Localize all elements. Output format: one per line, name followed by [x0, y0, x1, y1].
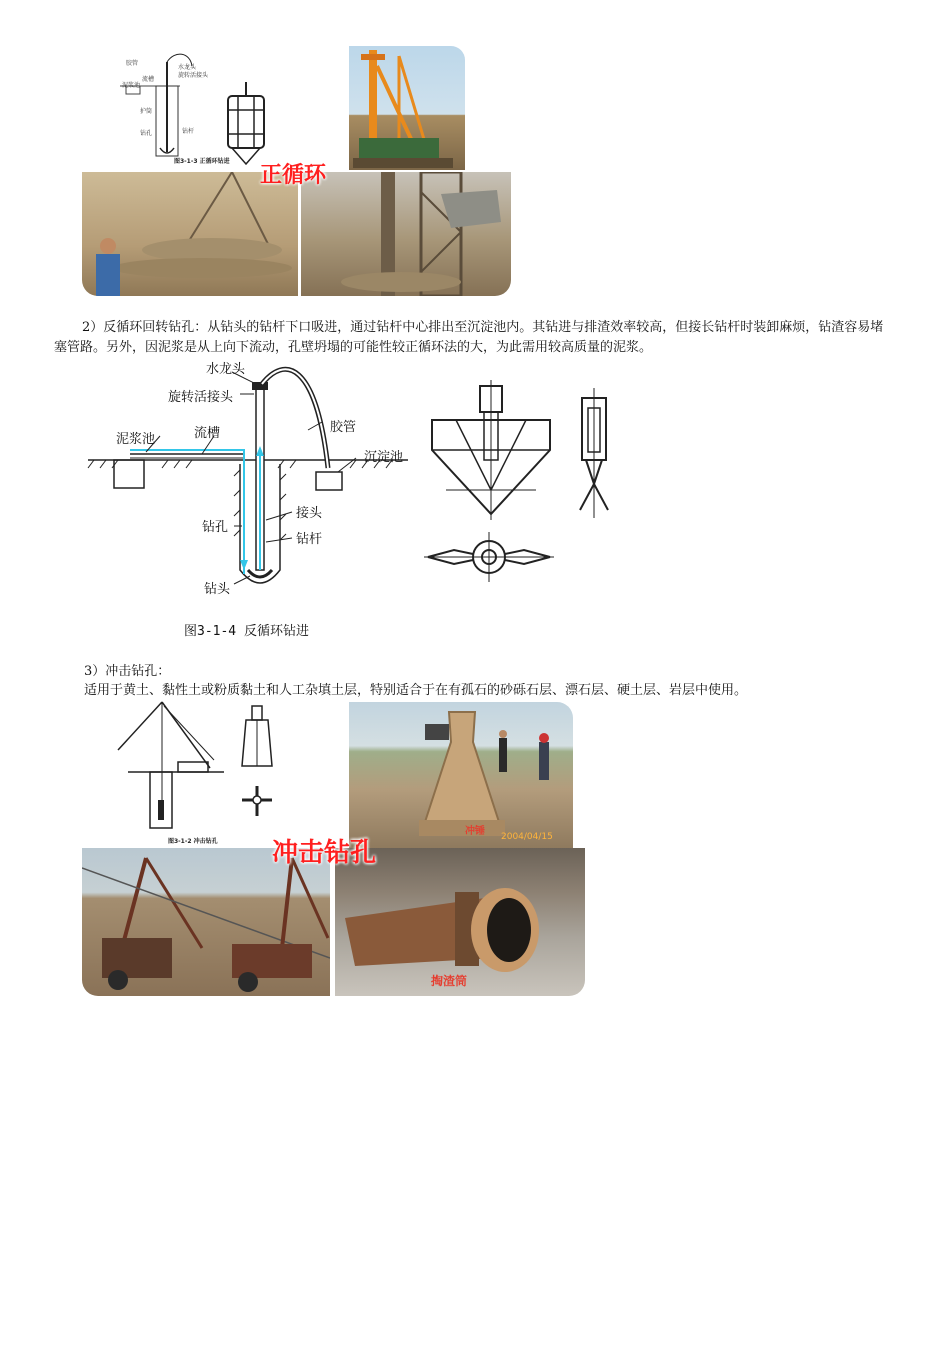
drill-bit-drawing — [220, 80, 272, 170]
percussion-paragraph: 适用于黄土、黏性土或粉质黏土和人工杂填土层，特别适合于在有孤石的砂砾石层、漂石层、硬土层、岩层中使用。 — [84, 683, 748, 698]
percussion-hammer-photo — [349, 702, 573, 848]
label-faucet: 水龙头 — [206, 362, 246, 377]
percussion-heading: 3）冲击钻孔： — [84, 664, 171, 679]
diagram-label-2: 旋转活接头 — [178, 72, 209, 79]
diagram-label-3: 流槽 — [142, 76, 155, 83]
diagram-label-5: 护筒 — [140, 108, 153, 115]
diagram-label-1: 水龙头 — [178, 64, 197, 71]
label-drill-bit: 钻头 — [204, 582, 231, 597]
bailer-photo-label: 掏渣筒 — [431, 974, 468, 988]
diagram-label-7: 钻孔 — [140, 130, 153, 137]
bit-drawing-front — [426, 380, 556, 520]
forward-site-photo-right — [301, 172, 511, 296]
reverse-circulation-caption: 图3-1-4 反循环钻进 — [184, 624, 309, 639]
label-settling-pit: 沉淀池 — [364, 450, 404, 465]
label-joint: 接头 — [296, 506, 323, 521]
section-forward-circulation — [82, 44, 512, 298]
reverse-circulation-figure — [84, 360, 624, 642]
percussion-diagram-caption: 图3-1-2 冲击钻孔 — [168, 838, 218, 845]
percussion-site-photo — [82, 848, 330, 996]
section-percussion — [82, 700, 588, 998]
label-borehole: 钻孔 — [202, 520, 229, 535]
forward-diagram-caption: 图3-1-3 正循环钻进 — [174, 158, 230, 165]
diagram-label-6: 钻杆 — [182, 128, 195, 135]
label-channel: 流槽 — [194, 426, 221, 441]
percussion-bailer-photo — [335, 848, 585, 996]
diagram-label-4: 泥浆池 — [122, 82, 141, 89]
label-swivel: 旋转活接头 — [168, 390, 234, 405]
percussion-label: 冲击钻孔 — [272, 838, 377, 868]
percussion-diagram — [114, 700, 344, 840]
forward-rig-photo — [349, 46, 465, 170]
reverse-circulation-paragraph: 2）反循环回转钻孔：从钻头的钻杆下口吸进，通过钻杆中心排出至沉淀池内。其钻进与排渣效率较高，但接长钻杆时装卸麻烦，钻渣容易堵塞管路。另外，因泥浆是从上向下流动，孔壁坍塌的可能性较正循环法的大，为此需用较高质量的泥浆。 — [54, 320, 884, 355]
label-hose: 胶管 — [330, 420, 357, 435]
hammer-photo-label: 冲锤 — [465, 826, 485, 837]
bit-drawing-side — [574, 388, 614, 518]
diagram-label-0: 胶管 — [126, 60, 139, 67]
label-mud-pit: 泥浆池 — [116, 432, 156, 447]
reverse-circulation-diagram — [84, 360, 414, 600]
bit-drawing-top — [424, 532, 554, 582]
label-drill-rod: 钻杆 — [296, 532, 323, 547]
forward-circulation-label: 正循环 — [260, 163, 327, 188]
forward-site-photo-left — [82, 172, 298, 296]
hammer-photo-date: 2004/04/15 — [501, 832, 553, 842]
